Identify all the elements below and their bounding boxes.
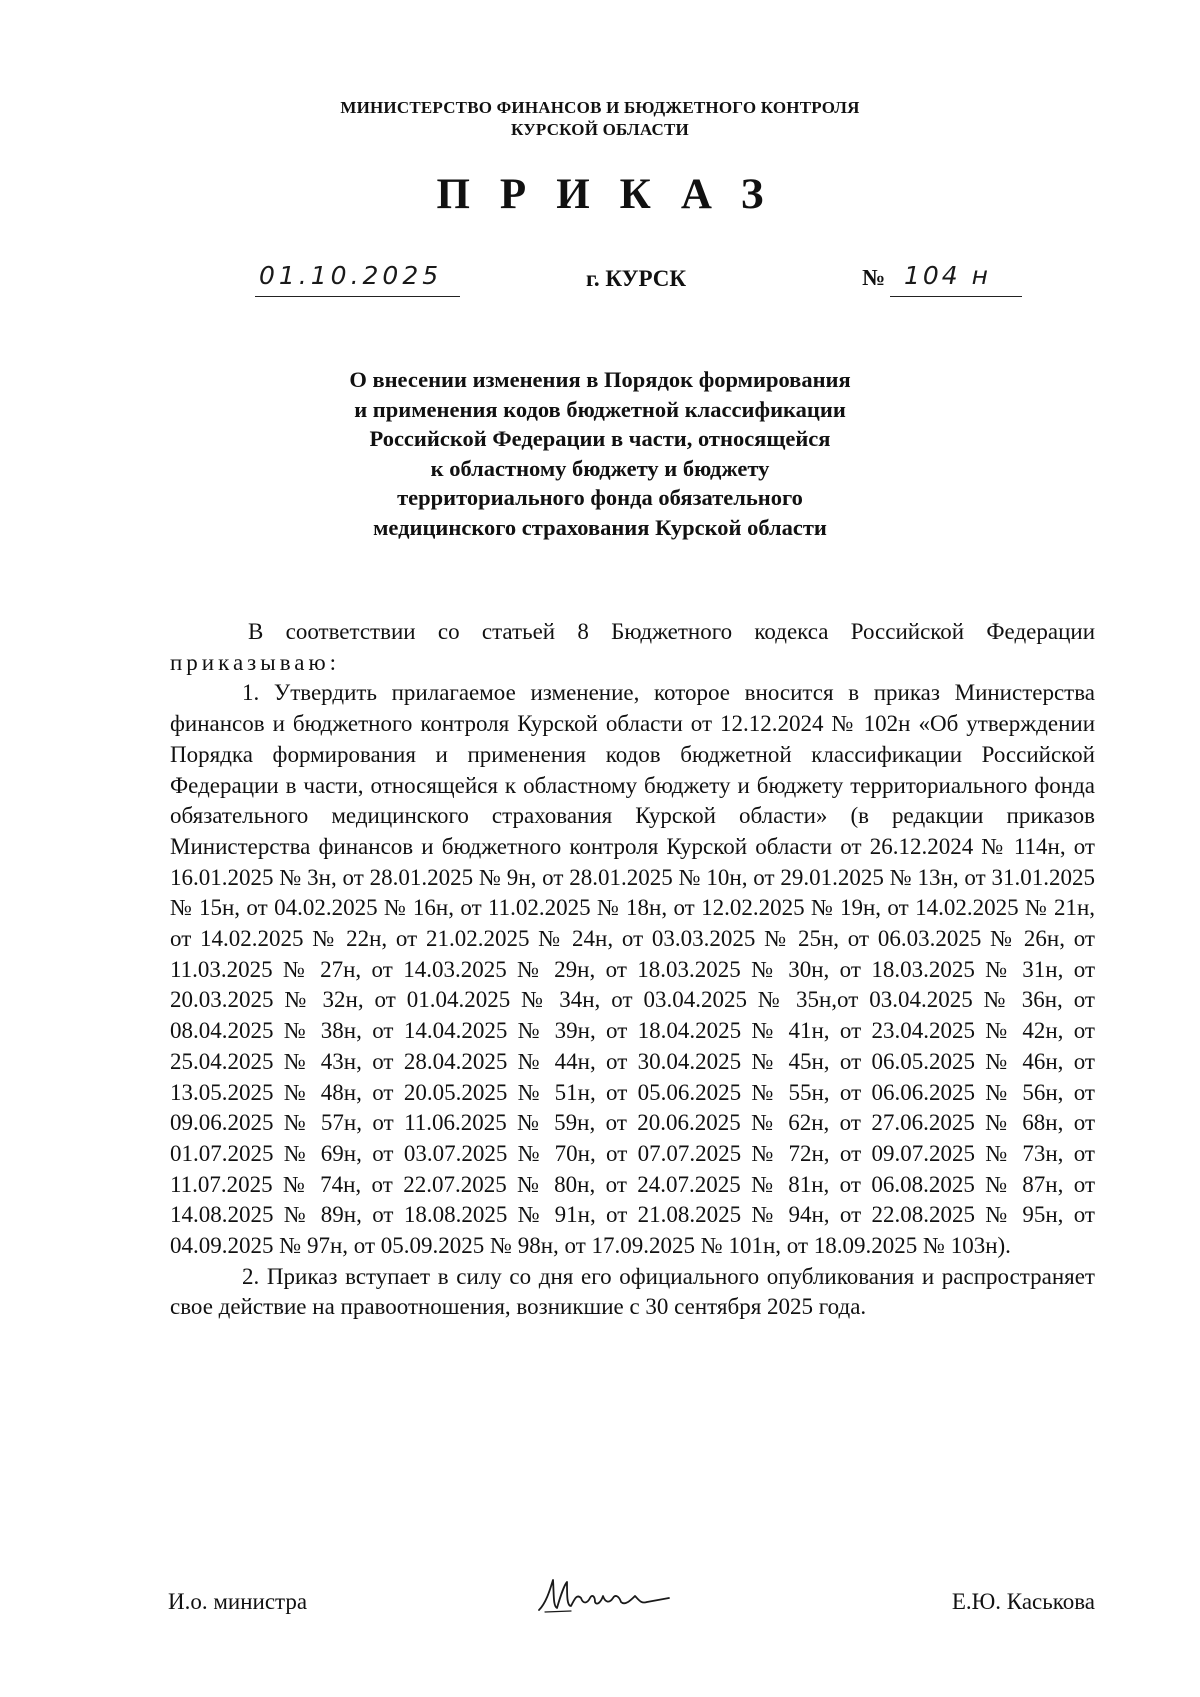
document-type-title: ПРИКАЗ <box>436 171 794 218</box>
order-subject <box>0 365 1200 542</box>
order-number <box>862 263 1022 297</box>
signatory-name: Е.Ю. Каськова <box>951 1589 1095 1614</box>
number-underline <box>890 296 1022 297</box>
city-label: г. КУРСК <box>586 266 687 291</box>
subject-line: О внесении изменения в Порядок формирования <box>349 367 851 392</box>
subject-line: территориального фонда обязательного <box>397 485 803 510</box>
prikazyvayu-word: приказываю: <box>170 649 341 675</box>
date-underline <box>255 296 460 297</box>
preamble-paragraph <box>170 617 1095 678</box>
order-date <box>255 263 460 297</box>
item-1-paragraph: 1. Утвердить прилагаемое изменение, которое вносится в приказ Министерства финансов и бюджетного контроля Курской области от 12.12.2024 № 102н «Об утверждении Порядка формирования и применения кодов бюджетной классификации Российской Федерации в части, относящейся к областному бюджету и бюджету территориального фонда обязательного медицинского страхования Курской области» (в редакции приказов Министерства финансов и бюджетного контроля Курской области от 26.12.2024 № 114н, от 16.01.2025 № 3н, от 28.01.2025 № 9н, от 28.01.2025 № 10н, от 29.01.2025 № 13н, от 31.01.2025 № 15н, от 04.02.2025 № 16н, от 11.02.2025 № 18н, от 12.02.2025 № 19н, от 14.02.2025 № 21н, от 14.02.2025 № 22н, от 21.02.2025 № 24н, от 03.03.2025 № 25н, от 06.03.2025 № 26н, от 11.03.2025 № 27н, от 14.03.2025 № 29н, от 18.03.2025 № 30н, от 18.03.2025 № 31н, от 20.03.2025 № 32н, от 01.04.2025 № 34н, от 03.04.2025 № 35н,от 03.04.2025 № 36н, от 08.04.2025 № 38н, от 14.04.2025 № 39н, от 18.04.2025 № 41н, от 23.04.2025 № 42н, от 25.04.2025 № 43н, от 28.04.2025 № 44н, от 30.04.2025 № 45н, от 06.05.2025 № 46н, от 13.05.2025 № 48н, от 20.05.2025 № 51н, от 05.06.2025 № 55н, от 06.06.2025 № 56н, от 09.06.2025 № 57н, от 11.06.2025 № 59н, от 20.06.2025 № 62н, от 27.06.2025 № 68н, от 01.07.2025 № 69н, от 03.07.2025 № 70н, от 07.07.2025 № 72н, от 09.07.2025 № 73н, от 11.07.2025 № 74н, от 22.07.2025 № 80н, от 24.07.2025 № 81н, от 06.08.2025 № 87н, от 14.08.2025 № 89н, от 18.08.2025 № 91н, от 21.08.2025 № 94н, от 22.08.2025 № 95н, от 04.09.2025 № 97н, от 05.09.2025 № 98н, от 17.09.2025 № 101н, от 18.09.2025 № 103н). <box>170 680 1095 1259</box>
preamble-text: В соответствии со статьей 8 Бюджетного кодекса Российской Федерации <box>248 619 1095 644</box>
ministry-line-1: МИНИСТЕРСТВО ФИНАНСОВ И БЮДЖЕТНОГО КОНТРОЛЯ <box>340 98 860 117</box>
order-body <box>170 617 1095 1323</box>
subject-line: Российской Федерации в части, относящейся <box>369 426 831 451</box>
handwritten-date: 01.10.2025 <box>259 261 443 290</box>
ministry-header <box>0 97 1200 141</box>
subject-line: к областному бюджету и бюджету <box>430 455 770 481</box>
item-2-paragraph: 2. Приказ вступает в силу со дня его официального опубликования и распространяет свое действие на правоотношения, возникшие с 30 сентября 2025 года. <box>170 1263 1095 1320</box>
handwritten-number: 104 н <box>904 261 992 290</box>
signatory-role: И.о. министра <box>168 1589 308 1614</box>
handwritten-signature <box>535 1572 675 1620</box>
subject-line: медицинского страхования Курской области <box>373 514 827 540</box>
number-sign: № <box>862 265 886 290</box>
ministry-line-2: КУРСКОЙ ОБЛАСТИ <box>511 120 689 139</box>
subject-line: и применения кодов бюджетной классификации <box>354 396 846 422</box>
